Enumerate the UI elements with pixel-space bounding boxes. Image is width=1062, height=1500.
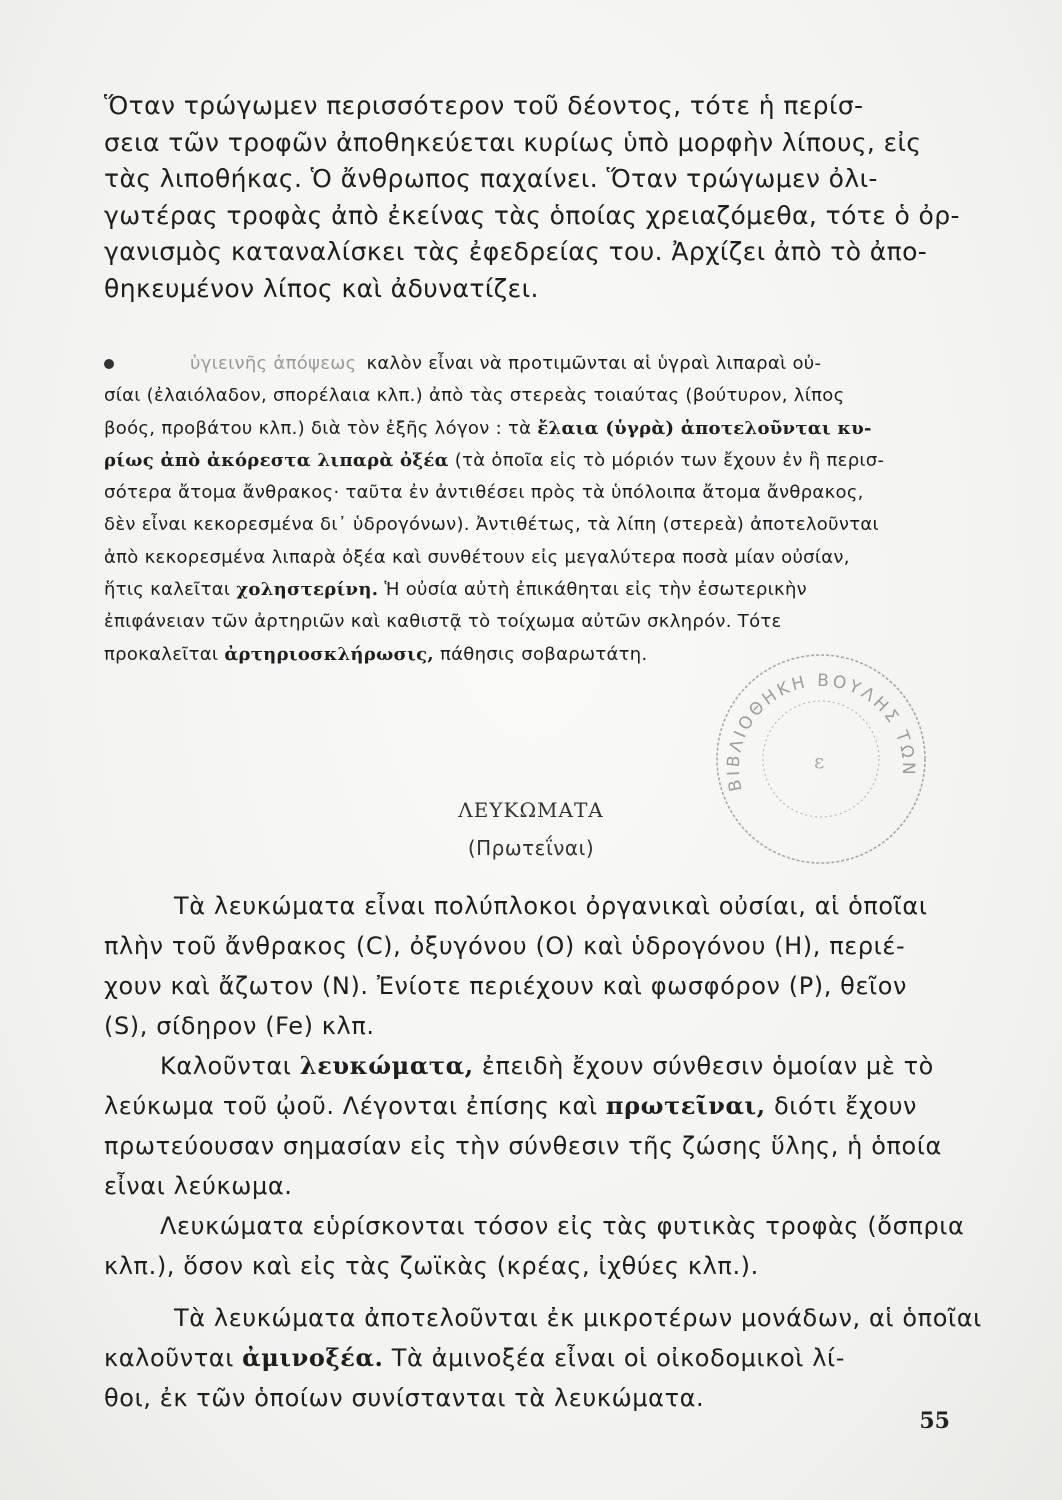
text-line: Ὅταν τρώγωμεν περισσότερον τοῦ δέοντος, τότε ἡ περίσ- — [104, 91, 864, 120]
page-number: 55 — [919, 1408, 950, 1434]
text-line: πλὴν τοῦ ἄνθρακος (C), ὀξυγόνου (O) καὶ ὑδρογόνου (H), περιέ- — [104, 932, 906, 960]
bold-term: ἀμινοξέα. — [242, 1343, 384, 1372]
svg-text:ε: ε — [814, 749, 825, 773]
text-line: τὰς λιποθήκας. Ὁ ἄνθρωπος παχαίνει. Ὅταν τρώγωμεν ὀλι- — [104, 164, 878, 193]
text-line: Τὰ λευκώματα ἀποτελοῦνται ἐκ μικροτέρων μονάδων, αἱ ὁποῖαι — [174, 1304, 982, 1332]
intro-paragraph — [104, 88, 960, 307]
text-line: Καλοῦνται λευκώματα, ἐπειδὴ ἔχουν σύνθεσιν ὁμοίαν μὲ τὸ — [160, 1051, 934, 1080]
health-note — [104, 348, 960, 671]
bold-term: ἔλαια (ὑγρὰ) ἀποτελοῦνται κυ- — [537, 417, 872, 439]
bold-term: χοληστερίνη. — [236, 579, 379, 601]
note-line: ρίως ἀπὸ ἀκόρεστα λιπαρὰ ὀξέα (τὰ ὁποῖα εἰς τὸ μόριόν των ἔχουν ἐν ἢ περισ- — [104, 449, 885, 471]
stamp-text: ΒΙΒΛΙΟΘΗΚΗ ΒΟΥΛΗΣ ΤΩΝ — [723, 670, 919, 793]
text-line: θοι, ἐκ τῶν ὁποίων συνίστανται τὰ λευκώματα. — [104, 1384, 705, 1412]
note-line: σότερα ἄτομα ἄνθρακος· ταῦτα ἐν ἀντιθέσει πρὸς τὰ ὑπόλοιπα ἄτομα ἄνθρακος, — [104, 482, 864, 504]
text-line: σεια τῶν τροφῶν ἀποθηκεύεται κυρίως ὑπὸ μορφὴν λίπους, εἰς — [104, 127, 922, 157]
svg-text:ΒΙΒΛΙΟΘΗΚΗ ΒΟΥΛΗΣ ΤΩΝ — [724, 671, 918, 793]
text-line: Τὰ λευκώματα εἶναι πολύπλοκοι ὀργανικαὶ οὐσίαι, αἱ ὁποῖαι — [174, 892, 928, 920]
bold-term: ρίως ἀπὸ ἀκόρεστα λιπαρὰ ὀξέα — [104, 449, 449, 471]
text-line: καλοῦνται ἀμινοξέα. Τὰ ἀμινοξέα εἶναι οἱ οἰκοδομικοὶ λί- — [104, 1343, 846, 1372]
text-line: λεύκωμα τοῦ ᾠοῦ. Λέγονται ἐπίσης καὶ πρωτεῖναι, διότι ἔχουν — [104, 1091, 918, 1120]
text-line: εἶναι λεύκωμα. — [104, 1172, 293, 1200]
bullet-icon — [104, 359, 114, 369]
faded-phrase: ὑγιεινῆς ἀπόψεως — [190, 353, 357, 374]
note-line: προκαλεῖται ἀρτηριοσκλήρωσις, πάθησις σοβαρωτάτη. — [104, 643, 648, 665]
note-line: σίαι (ἐλαιόλαδον, σπορέλαια κλπ.) ἀπὸ τὰς στερεὰς τοιαύτας (βούτυρον, λίπος — [104, 385, 845, 407]
note-line: δὲν εἶναι κεκορεσμένα δι᾽ ὑδρογόνων). Ἀντιθέτως, τὰ λίπη (στερεὰ) ἀποτελοῦνται — [104, 514, 879, 536]
text-line: γωτέρας τροφὰς ἀπὸ ἐκείνας τὰς ὁποίας χρειαζόμεθα, τότε ὁ ὀρ- — [104, 200, 960, 230]
text-line: κλπ.), ὅσον καὶ εἰς τὰς ζωϊκὰς (κρέας, ἰχθύες κλπ.). — [104, 1252, 759, 1280]
bold-term: πρωτεῖναι, — [605, 1091, 766, 1120]
main-text — [104, 886, 982, 1418]
bold-term: ἀρτηριοσκλήρωσις, — [224, 643, 434, 665]
text-line: γανισμὸς καταναλίσκει τὰς ἐφεδρείας του. Ἀρχίζει ἀπὸ τὸ ἀπο- — [104, 237, 928, 266]
text-line: Λευκώματα εὑρίσκονται τόσον εἰς τὰς φυτικὰς τροφὰς (ὄσπρια — [160, 1212, 965, 1240]
note-line: βοός, προβάτου κλπ.) διὰ τὸν ἑξῆς λόγον : τὰ ἔλαια (ὑγρὰ) ἀποτελοῦνται κυ- — [104, 417, 872, 439]
note-line: ἐπιφάνειαν τῶν ἀρτηριῶν καὶ καθιστᾷ τὸ τοίχωμα αὐτῶν σκληρόν. Τότε — [104, 611, 782, 633]
text-line: πρωτεύουσαν σημασίαν εἰς τὴν σύνθεσιν τῆς ζώσης ὕλης, ἡ ὁποία — [104, 1132, 942, 1160]
section-title: ΛΕΥΚΩΜΑΤΑ — [458, 798, 604, 822]
note-line: ὑγιεινῆς ἀπόψεως καλὸν εἶναι νὰ προτιμῶνται αἱ ὑγραὶ λιπαραὶ οὐ- — [104, 348, 960, 380]
section-subtitle: (Πρωτεΐναι) — [467, 836, 595, 860]
text-line: χουν καὶ ἄζωτον (N). Ἐνίοτε περιέχουν καὶ φωσφόρον (P), θεῖον — [104, 972, 908, 1000]
bold-term: λευκώματα, — [299, 1051, 474, 1080]
note-line: ἀπὸ κεκορεσμένα λιπαρὰ ὀξέα καὶ συνθέτουν εἰς μεγαλύτερα ποσὰ μίαν οὐσίαν, — [104, 546, 850, 568]
note-line: ἥτις καλεῖται χοληστερίνη. Ἡ οὐσία αὐτὴ ἐπικάθηται εἰς τὴν ἐσωτερικὴν — [104, 579, 808, 601]
text-line: (S), σίδηρον (Fe) κλπ. — [104, 1012, 375, 1040]
text-line: θηκευμένον λίπος καὶ ἀδυνατίζει. — [104, 273, 539, 303]
